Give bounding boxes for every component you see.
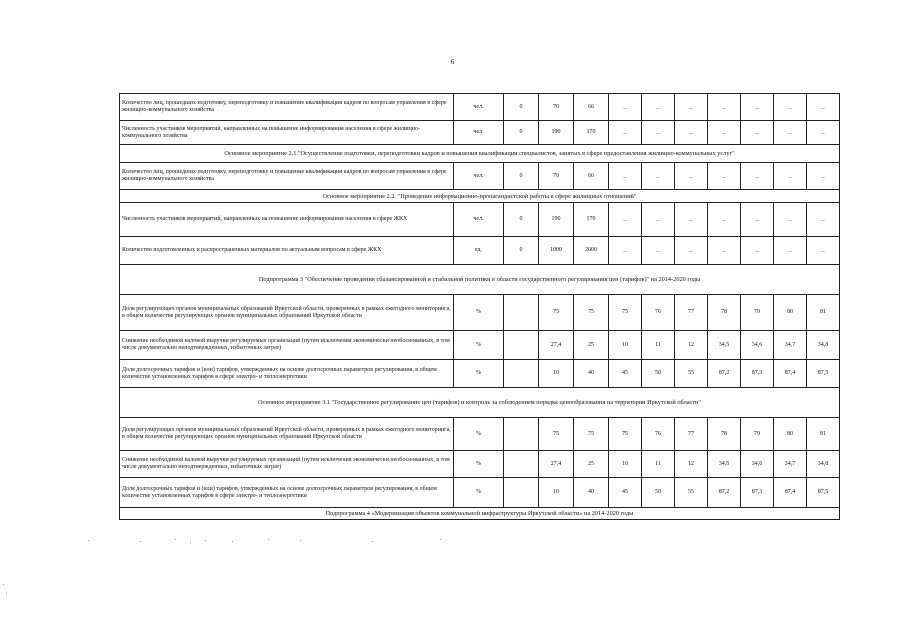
value-cell: 34,6	[741, 331, 774, 360]
unit-cell: чел.	[454, 94, 504, 121]
value-cell: 0	[504, 121, 539, 145]
value-cell	[504, 451, 539, 478]
value-cell: 66	[574, 94, 609, 121]
value-cell: 25	[574, 451, 609, 478]
value-cell: 87,2	[708, 360, 741, 388]
section-row	[120, 508, 840, 520]
value-cell: 81	[807, 418, 840, 451]
value-cell: 87,3	[741, 478, 774, 508]
value-cell: 34,8	[807, 451, 840, 478]
value-cell: _	[708, 203, 741, 237]
value-cell: 70	[539, 94, 574, 121]
scan-dot	[175, 539, 176, 540]
table-row	[120, 163, 840, 190]
section-row	[120, 190, 840, 203]
value-cell: 50	[642, 478, 675, 508]
value-cell	[504, 295, 539, 331]
value-cell: _	[741, 94, 774, 121]
value-cell	[504, 360, 539, 388]
value-cell: 55	[675, 360, 708, 388]
value-cell: _	[609, 203, 642, 237]
value-cell: _	[675, 237, 708, 265]
unit-cell: %	[454, 451, 504, 478]
unit-cell: чел.	[454, 203, 504, 237]
value-cell: 190	[539, 121, 574, 145]
value-cell: _	[807, 121, 840, 145]
value-cell: 75	[574, 295, 609, 331]
scan-dot	[232, 541, 233, 542]
value-cell	[504, 331, 539, 360]
value-cell: _	[642, 203, 675, 237]
value-cell: _	[774, 94, 807, 121]
table-row	[120, 121, 840, 145]
table-row	[120, 418, 840, 451]
value-cell: 87,4	[774, 360, 807, 388]
value-cell: _	[741, 237, 774, 265]
value-cell: _	[609, 237, 642, 265]
indicator-name: Доля регулирующих органов муниципальных образований Иркутской области, проверенных в рамках ежегодного мониторинга, в общем количестве регулирующих органов муниципальных образований Иркутской области	[120, 295, 454, 331]
unit-cell: чел.	[454, 163, 504, 190]
value-cell: 75	[574, 418, 609, 451]
value-cell: _	[642, 94, 675, 121]
scan-dot	[440, 539, 441, 540]
value-cell: 75	[539, 418, 574, 451]
indicator-name: Доля долгосрочных тарифов и (или) тарифов, утвержденных на основе долгосрочных параметров регулирования, в общем количестве установленных тарифов в сфере электро- и теплоэнергетики	[120, 360, 454, 388]
value-cell: 40	[574, 478, 609, 508]
value-cell: _	[774, 203, 807, 237]
value-cell: 34,7	[774, 331, 807, 360]
scan-noise	[0, 538, 905, 608]
unit-cell: %	[454, 331, 504, 360]
section-title: Основное мероприятие 3.1 "Государственное регулирование цен (тарифов) и контроль за соблюдением порядка ценообразования на территории Иркутской области"	[120, 388, 840, 418]
value-cell: 0	[504, 94, 539, 121]
value-cell: _	[741, 121, 774, 145]
section-row	[120, 388, 840, 418]
value-cell: _	[708, 163, 741, 190]
indicator-name: Доля регулирующих органов муниципальных образований Иркутской области, проверенных в рамках ежегодного мониторинга, в общем количестве регулирующих органов муниципальных образований Иркутской области	[120, 418, 454, 451]
section-title: Подпрограмма 3 "Обеспечение проведения сбалансированной и стабильной политики в области государственного регулирования цен (тарифов)" на 2014-2020 годы	[120, 265, 840, 295]
section-row	[120, 145, 840, 163]
value-cell: 80	[774, 418, 807, 451]
value-cell	[504, 418, 539, 451]
indicator-name: Доля долгосрочных тарифов и (или) тарифов, утвержденных на основе долгосрочных параметров регулирования, в общем количестве установленных тарифов в сфере электро- и теплоэнергетики	[120, 478, 454, 508]
value-cell: 27,4	[539, 331, 574, 360]
indicator-name: Снижение необходимой валовой выручки регулируемых организаций (путем исключения экономически необоснованных, в том числе документально неподтвержденных, избыточных затрат)	[120, 451, 454, 478]
scan-dot	[268, 539, 269, 540]
value-cell: 10	[539, 478, 574, 508]
table-row	[120, 331, 840, 360]
value-cell: 27,4	[539, 451, 574, 478]
value-cell: 0	[504, 163, 539, 190]
scan-dot	[300, 540, 301, 541]
section-title: Подпрограмма 4 «Модернизация объектов коммунальной инфраструктуры Иркутской области» на 2014-2020 годы	[120, 508, 840, 520]
value-cell: _	[675, 121, 708, 145]
value-cell: 10	[539, 360, 574, 388]
value-cell: 75	[539, 295, 574, 331]
value-cell: _	[774, 163, 807, 190]
value-cell	[504, 478, 539, 508]
value-cell: 79	[741, 295, 774, 331]
value-cell: 34,8	[807, 331, 840, 360]
section-row	[120, 265, 840, 295]
indicator-name: Количество лиц, прошедших подготовку, переподготовку и повышение квалификации кадров по вопросам управления в сфере жилищно-коммунального хозяйства	[120, 163, 454, 190]
value-cell: _	[609, 94, 642, 121]
value-cell: _	[807, 94, 840, 121]
value-cell: _	[675, 203, 708, 237]
scan-dot	[372, 541, 373, 542]
value-cell: 34,7	[774, 451, 807, 478]
value-cell: 1000	[539, 237, 574, 265]
value-cell: 80	[774, 295, 807, 331]
value-cell: 45	[609, 478, 642, 508]
value-cell: 12	[675, 331, 708, 360]
value-cell: 75	[609, 418, 642, 451]
value-cell: _	[642, 121, 675, 145]
value-cell: 78	[708, 295, 741, 331]
value-cell: _	[741, 163, 774, 190]
indicator-name: Количество подготовленных и распространенных материалов по актуальным вопросам в сфере ЖКХ	[120, 237, 454, 265]
section-title: Основное мероприятие 2.1."Осуществление подготовки, переподготовки кадров и повышения квалификации специалистов, занятых в сфере предоставления жилищно-коммунальных услуг"	[120, 145, 840, 163]
value-cell: 2000	[574, 237, 609, 265]
value-cell: _	[708, 121, 741, 145]
table-row	[120, 295, 840, 331]
value-cell: 87,2	[708, 478, 741, 508]
value-cell: 78	[708, 418, 741, 451]
indicator-name: Количество лиц, прошедших подготовку, переподготовку и повышение квалификации кадров по вопросам управления в сфере жилищно-коммунального хозяйства	[120, 94, 454, 121]
value-cell: 34,5	[708, 331, 741, 360]
value-cell: 25	[574, 331, 609, 360]
value-cell: _	[774, 237, 807, 265]
scan-dot	[140, 541, 141, 542]
indicator-name: Численность участников мероприятий, направленных на повышение информирования населения в сфере жилищно-коммунального хозяйства	[120, 121, 454, 145]
value-cell: 10	[609, 451, 642, 478]
value-cell: 70	[539, 163, 574, 190]
value-cell: _	[642, 163, 675, 190]
value-cell: 87,4	[774, 478, 807, 508]
scan-dot	[190, 542, 191, 543]
indicator-name: Численность участников мероприятий, направленных на повышение информирования населения в сфере ЖКХ	[120, 203, 454, 237]
value-cell: 0	[504, 203, 539, 237]
value-cell: _	[708, 237, 741, 265]
value-cell: 34,6	[741, 451, 774, 478]
table-row	[120, 203, 840, 237]
indicators-table	[119, 93, 840, 520]
table-row	[120, 451, 840, 478]
value-cell: 170	[574, 203, 609, 237]
table-row	[120, 478, 840, 508]
value-cell: 81	[807, 295, 840, 331]
value-cell: 34,5	[708, 451, 741, 478]
value-cell: 77	[675, 418, 708, 451]
table-row	[120, 94, 840, 121]
value-cell: 11	[642, 451, 675, 478]
unit-cell: %	[454, 418, 504, 451]
scan-dot	[88, 540, 89, 541]
value-cell: 10	[609, 331, 642, 360]
value-cell: _	[774, 121, 807, 145]
value-cell: 76	[642, 295, 675, 331]
value-cell: 66	[574, 163, 609, 190]
unit-cell: %	[454, 478, 504, 508]
value-cell: _	[609, 163, 642, 190]
scan-dot	[3, 584, 4, 585]
value-cell: 87,3	[741, 360, 774, 388]
unit-cell: %	[454, 295, 504, 331]
unit-cell: ед.	[454, 237, 504, 265]
page-number: 6	[450, 58, 455, 66]
value-cell: _	[807, 237, 840, 265]
value-cell: _	[807, 203, 840, 237]
value-cell: 170	[574, 121, 609, 145]
scan-dot	[6, 593, 7, 594]
value-cell: _	[675, 94, 708, 121]
unit-cell: %	[454, 360, 504, 388]
value-cell: 55	[675, 478, 708, 508]
value-cell: 77	[675, 295, 708, 331]
value-cell: _	[675, 163, 708, 190]
table-row	[120, 360, 840, 388]
value-cell: 87,5	[807, 360, 840, 388]
value-cell: _	[708, 94, 741, 121]
value-cell: 190	[539, 203, 574, 237]
value-cell: _	[642, 237, 675, 265]
scan-dot	[205, 540, 206, 541]
value-cell: _	[807, 163, 840, 190]
section-title: Основное мероприятие 2.2. "Проведение информационно-пропагандистской работы в сфере жилищных отношений"	[120, 190, 840, 203]
value-cell: 50	[642, 360, 675, 388]
value-cell: 0	[504, 237, 539, 265]
value-cell: _	[741, 203, 774, 237]
unit-cell: чел.	[454, 121, 504, 145]
value-cell: 76	[642, 418, 675, 451]
value-cell: 79	[741, 418, 774, 451]
value-cell: 45	[609, 360, 642, 388]
indicator-name: Снижение необходимой валовой выручки регулируемых организаций (путем исключения экономически необоснованных, в том числе документально неподтвержденных, избыточных затрат)	[120, 331, 454, 360]
value-cell: 40	[574, 360, 609, 388]
table-row	[120, 237, 840, 265]
value-cell: 12	[675, 451, 708, 478]
value-cell: _	[609, 121, 642, 145]
value-cell: 87,5	[807, 478, 840, 508]
value-cell: 75	[609, 295, 642, 331]
value-cell: 11	[642, 331, 675, 360]
